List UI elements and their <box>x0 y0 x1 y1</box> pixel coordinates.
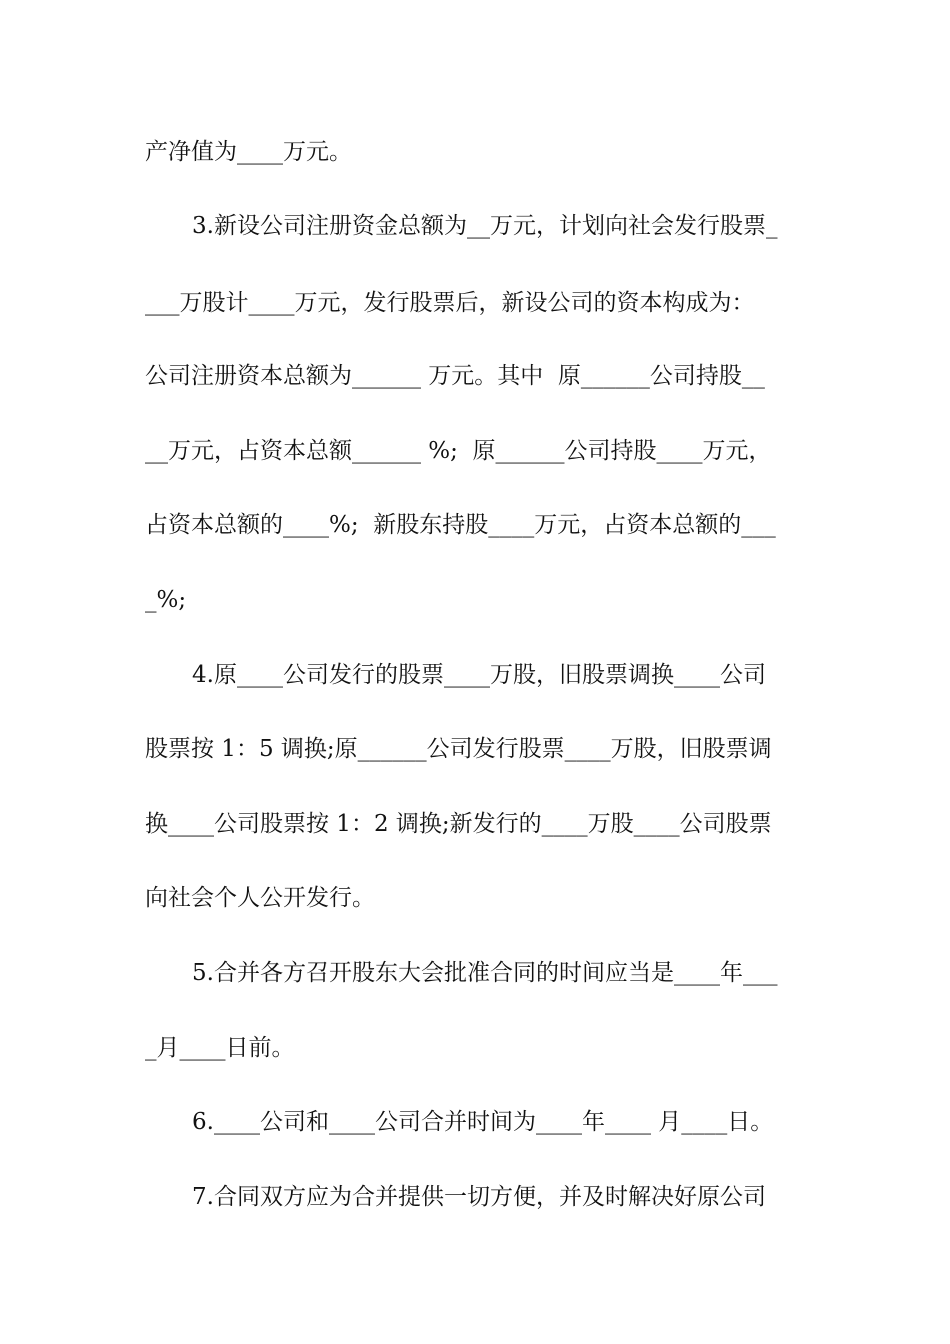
text-line-9: 股票按 1：5 调换;原______公司发行股票____万股，旧股票调 <box>145 736 772 762</box>
text-line-7: _%; <box>145 587 187 613</box>
text-line-11: 向社会个人公开发行。 <box>145 885 375 911</box>
text-line-15: 7.合同双方应为合并提供一切方便，并及时解决好原公司 <box>192 1184 766 1210</box>
text-line-6: 占资本总额的____%; 新股东持股____万元，占资本总额的___ <box>145 512 776 538</box>
text-line-5: __万元，占资本总额______ %; 原______公司持股____万元， <box>145 438 772 464</box>
text-line-12: 5.合并各方召开股东大会批准合同的时间应当是____年___ <box>192 960 778 986</box>
text-line-8: 4.原____公司发行的股票____万股，旧股票调换____公司 <box>192 662 766 688</box>
text-line-14: 6.____公司和____公司合并时间为____年____ 月____日。 <box>192 1109 774 1135</box>
text-line-4: 公司注册资本总额为______ 万元。其中 原______公司持股__ <box>145 363 765 389</box>
text-line-13: _月____日前。 <box>145 1035 295 1061</box>
text-line-1: 产净值为____万元。 <box>145 139 352 165</box>
text-line-3: ___万股计____万元，发行股票后，新设公司的资本构成为： <box>145 290 755 316</box>
text-line-2: 3.新设公司注册资金总额为__万元，计划向社会发行股票_ <box>192 213 778 239</box>
text-line-10: 换____公司股票按 1：2 调换;新发行的____万股____公司股票 <box>145 811 772 837</box>
